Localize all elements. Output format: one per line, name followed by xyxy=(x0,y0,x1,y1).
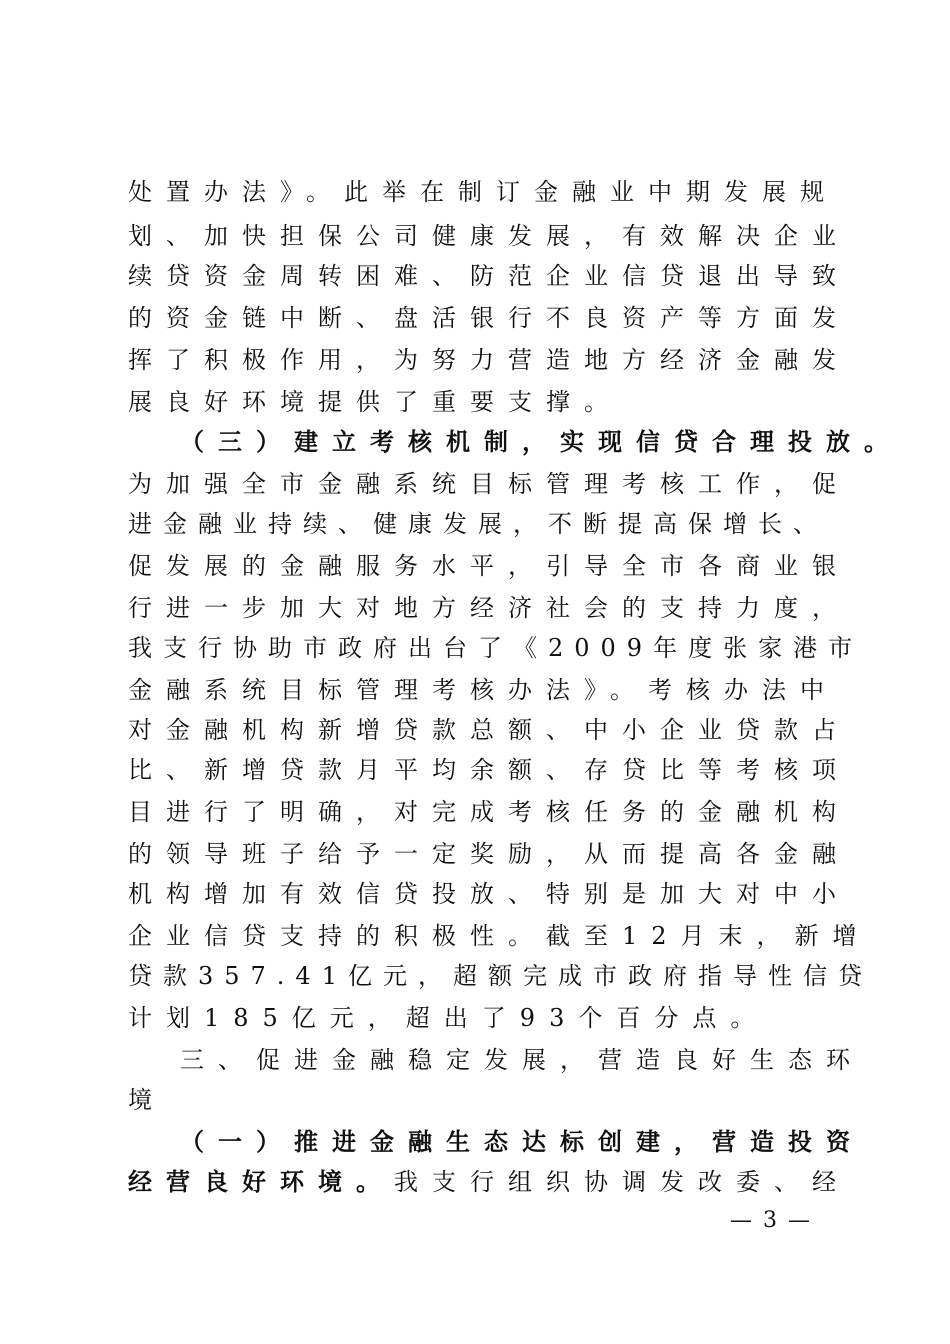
text-line: 划、加快担保公司健康发展，有效解决企业 xyxy=(128,222,850,250)
text-line: 的领导班子给予一定奖励，从而提高各金融 xyxy=(128,840,850,868)
text-line: 为加强全市金融系统目标管理考核工作，促 xyxy=(128,470,850,498)
text-line: 企业信贷支持的积极性。截至12月末，新增 xyxy=(128,922,871,950)
subheading-assessment: （三）建立考核机制，实现信贷合理投放。 xyxy=(180,428,902,456)
text-line: 促发展的金融服务水平，引导全市各商业银 xyxy=(128,552,850,580)
section-heading-3: 三、促进金融稳定发展，营造良好生态环 xyxy=(180,1046,864,1074)
text-line: 处置办法》。此举在制订金融业中期发展规 xyxy=(128,178,838,206)
text-line: 机构增加有效信贷投放、特别是加大对中小 xyxy=(128,880,850,908)
text-line: 目进行了明确，对完成考核任务的金融机构 xyxy=(128,798,850,826)
text-line: 挥了积极作用，为努力营造地方经济金融发 xyxy=(128,346,850,374)
text-line: 比、新增贷款月平均余额、存贷比等考核项 xyxy=(128,756,850,784)
section-heading-3-continued: 境 xyxy=(128,1086,166,1114)
text-line: 对金融机构新增贷款总额、中小企业贷款占 xyxy=(128,716,850,744)
text-run: 我支行组织协调发改委、经 xyxy=(394,1168,850,1196)
text-line: 续贷资金周转困难、防范企业信贷退出导致 xyxy=(128,262,850,290)
subheading-ecology: （一）推进金融生态达标创建，营造投资 xyxy=(180,1128,864,1156)
text-line: 我支行协助市政府出台了《2009年度张家港市 xyxy=(128,634,864,662)
text-line: 进金融业持续、健康发展，不断提高保增长、 xyxy=(128,510,828,538)
text-line: 贷款357.41亿元，超额完成市政府指导性信贷 xyxy=(128,962,873,990)
text-line: 计划185亿元，超出了93个百分点。 xyxy=(128,1004,769,1032)
text-line xyxy=(128,1162,850,1202)
text-line: 展良好环境提供了重要支撑。 xyxy=(128,388,622,416)
page-number: — 3 — xyxy=(730,1208,812,1233)
subheading-ecology-end: 经营良好环境。 xyxy=(128,1168,394,1196)
text-line: 金融系统目标管理考核办法》。考核办法中 xyxy=(128,676,838,704)
text-line: 的资金链中断、盘活银行不良资产等方面发 xyxy=(128,304,850,332)
text-line: 行进一步加大对地方经济社会的支持力度， xyxy=(128,594,850,622)
